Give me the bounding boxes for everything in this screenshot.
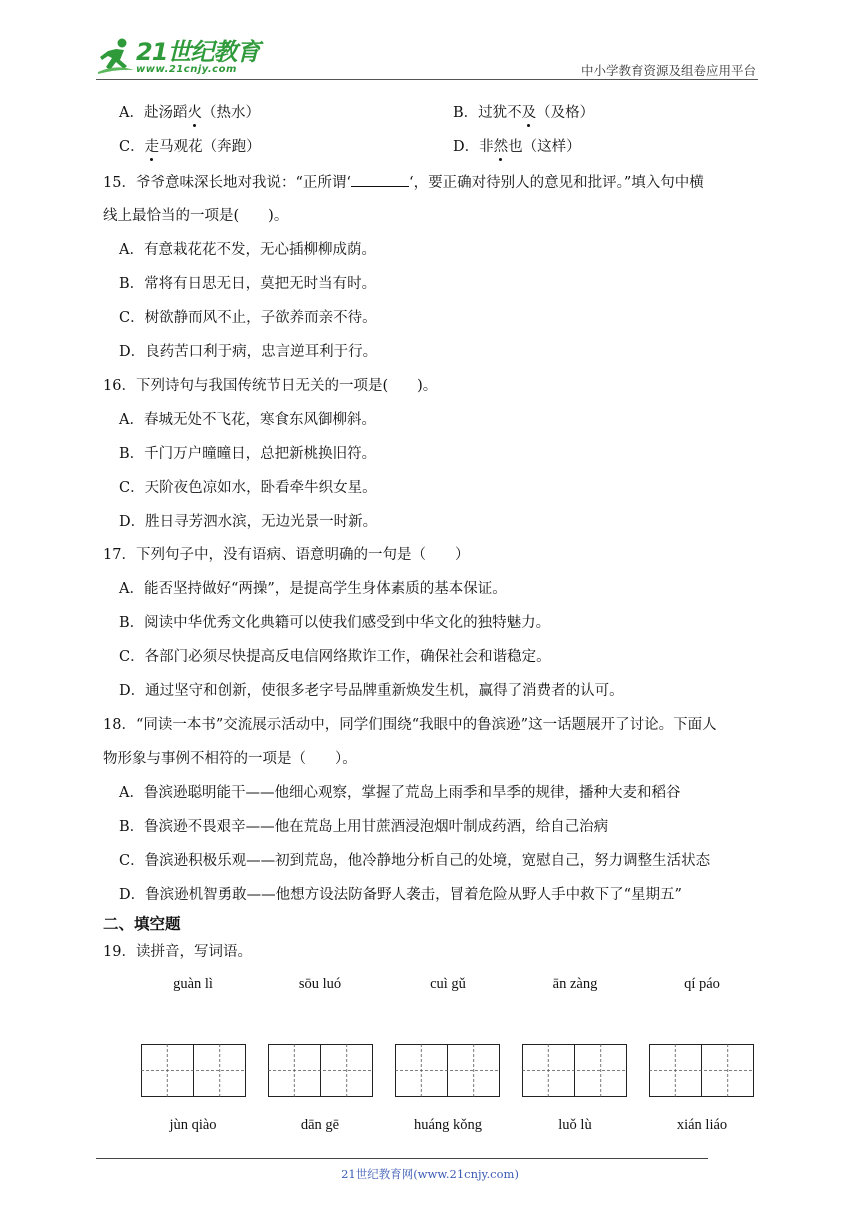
q15-stem-line1: 15．爷爷意味深长地对我说：“正所谓‘ ‘，要正确对待别人的意见和批评。”填入句中横 — [103, 172, 704, 193]
pinyin-label: cuì gǔ — [430, 976, 466, 992]
q15-option-a: A．有意栽花花不发，无心插柳柳成荫。 — [119, 242, 376, 258]
q16-option-b: B．千门万户曈曈日，总把新桃换旧符。 — [119, 446, 377, 462]
q19-stem: 19．读拼音，写词语。 — [103, 944, 252, 960]
q18-option-b: B．鲁滨逊不畏艰辛——他在荒岛上用甘蔗酒浸泡烟叶制成药酒，给自己治病 — [119, 819, 609, 835]
q14-option-d: D．非然也（这样） — [453, 139, 581, 155]
header-divider — [96, 79, 758, 80]
pinyin-label: dān gē — [300, 1117, 340, 1133]
q14-option-a: A．赴汤蹈火（热水） — [119, 105, 260, 121]
answer-blank — [351, 172, 409, 187]
q15-option-d: D．良药苦口利于病，忠言逆耳利于行。 — [119, 344, 378, 360]
q18-option-a: A．鲁滨逊聪明能干——他细心观察，掌握了荒岛上雨季和旱季的规律，播种大麦和稻谷 — [119, 785, 681, 801]
pinyin-label: ān zàng — [552, 976, 598, 992]
q15-stem-line2: 线上最恰当的一项是( )。 — [103, 208, 289, 224]
pinyin-label: sōu luó — [298, 976, 342, 992]
q17-option-d: D．通过坚守和创新，使很多老字号品牌重新焕发生机，赢得了消费者的认可。 — [119, 683, 624, 699]
q16-option-c: C．天阶夜色凉如水，卧看牵牛织女星。 — [119, 480, 377, 496]
writing-grid[interactable] — [141, 1044, 246, 1097]
q14-option-c: C．走马观花（奔跑） — [119, 139, 261, 155]
writing-grid[interactable] — [649, 1044, 754, 1097]
q15-option-b: B．常将有日思无日，莫把无时当有时。 — [119, 276, 377, 292]
footer-divider — [96, 1158, 708, 1159]
q18-stem-line1: 18．“同读一本书”交流展示活动中，同学们围绕“我眼中的鲁滨逊”这一话题展开了讨论。下面人 — [103, 717, 717, 733]
footer-link[interactable]: 21世纪教育网(www.21cnjy.com) — [341, 1167, 519, 1181]
q17-option-a: A．能否坚持做好“两操”，是提高学生身体素质的基本保证。 — [119, 581, 507, 597]
q18-stem-line2: 物形象与事例不相符的一项是（ ）。 — [103, 751, 357, 767]
q17-stem: 17．下列句子中，没有语病、语意明确的一句是（ ） — [103, 547, 470, 563]
q16-option-a: A．春城无处不飞花，寒食东风御柳斜。 — [119, 412, 376, 428]
page-header — [96, 34, 756, 80]
q14-option-b: B．过犹不及（及格） — [453, 105, 595, 121]
q18-option-c: C．鲁滨逊积极乐观——初到荒岛，他冷静地分析自己的处境，宽慰自己，努力调整生活状态 — [119, 853, 711, 869]
writing-grid[interactable] — [395, 1044, 500, 1097]
q17-option-b: B．阅读中华优秀文化典籍可以使我们感受到中华文化的独特魅力。 — [119, 615, 551, 631]
pinyin-label: huáng kǒng — [413, 1117, 483, 1133]
q16-stem: 16．下列诗句与我国传统节日无关的一项是( )。 — [103, 378, 438, 394]
logo — [96, 34, 259, 80]
q17-option-c: C．各部门必须尽快提高反电信网络欺诈工作，确保社会和谐稳定。 — [119, 649, 551, 665]
writing-grid[interactable] — [522, 1044, 627, 1097]
q18-option-d: D．鲁滨逊机智勇敢——他想方设法防备野人袭击，冒着危险从野人手中救下了“星期五” — [119, 887, 682, 903]
section-title: 二、填空题 — [103, 915, 181, 933]
logo-url: www.21cnjy.com — [136, 63, 237, 75]
logo-title: 21世纪教育 — [136, 37, 260, 66]
platform-name: 中小学教育资源及组卷应用平台 — [580, 63, 756, 78]
writing-grid[interactable] — [268, 1044, 373, 1097]
pinyin-label: xián liáo — [676, 1117, 728, 1133]
runner-logo-icon — [96, 36, 136, 78]
q15-option-c: C．树欲静而风不止，子欲养而亲不待。 — [119, 310, 377, 326]
pinyin-label: qí páo — [684, 976, 720, 992]
pinyin-label: guàn lì — [173, 976, 213, 992]
q16-option-d: D．胜日寻芳泗水滨，无边光景一时新。 — [119, 514, 378, 530]
pinyin-label: jùn qiào — [169, 1117, 217, 1133]
pinyin-label: luǒ lù — [558, 1117, 592, 1133]
